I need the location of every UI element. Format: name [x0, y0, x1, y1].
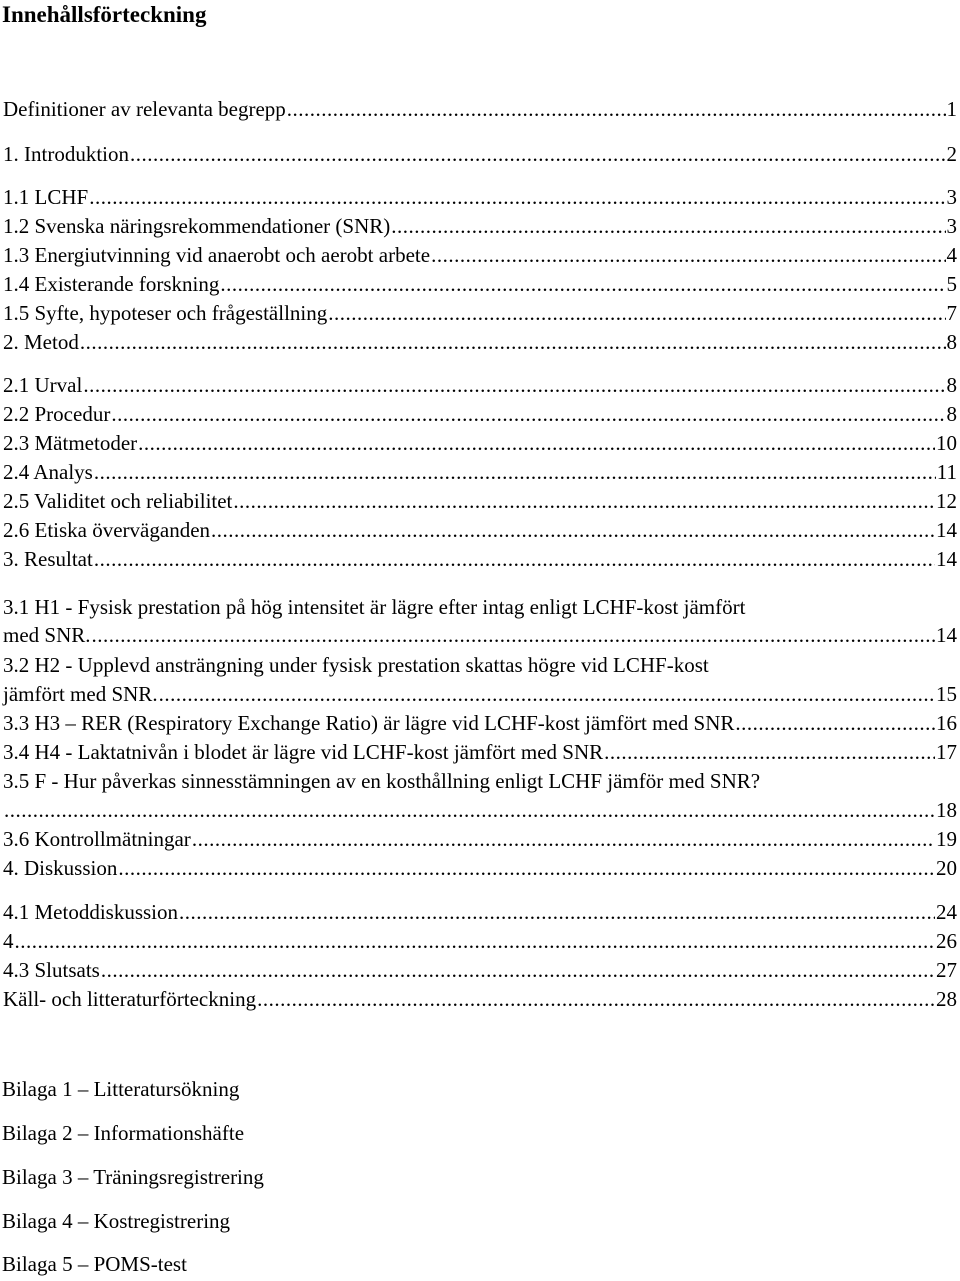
toc-leader-dots [159, 682, 935, 703]
toc-entry-label: 1.2 Svenska näringsrekommendationer (SNR) [3, 214, 391, 238]
toc-entry-page: 26 [936, 929, 957, 953]
toc-leader-dots [220, 272, 945, 293]
toc-entry-label: 3. Resultat [3, 547, 93, 571]
toc-entry-label: 1.3 Energiutvinning vid anaerobt och aerobt arbete [3, 243, 431, 267]
toc-entry-page: 17 [936, 740, 957, 764]
toc-entry-label: 2.4 Analys [3, 460, 93, 484]
toc-leader-dots [328, 301, 945, 322]
toc-entry-page: 14 [936, 547, 957, 571]
toc-leader-dots [735, 711, 935, 732]
toc-entry-label: med SNR. [3, 623, 91, 647]
appendix-item: Bilaga 1 – Litteratursökning [2, 1077, 240, 1101]
toc-entry[interactable] [3, 402, 957, 426]
toc-leader-dots [80, 330, 946, 351]
toc-entry-page: 18 [936, 798, 957, 822]
toc-entry-page: 19 [936, 827, 957, 851]
toc-leader-dots [257, 987, 935, 1008]
toc-entry-wrap-line: 3.2 H2 - Upplevd ansträngning under fysisk prestation skattas högre vid LCHF-kost [3, 653, 709, 677]
toc-leader-dots [111, 402, 945, 423]
toc-entry-page: 27 [936, 958, 957, 982]
toc-entry-page: 7 [946, 301, 957, 325]
toc-entry-page: 3 [946, 214, 957, 238]
toc-leader-dots [604, 740, 935, 761]
toc-leader-dots [130, 142, 946, 163]
toc-entry[interactable] [3, 711, 957, 735]
toc-entry-page: 14 [936, 623, 957, 647]
toc-leader-dots [89, 185, 945, 206]
toc-entry[interactable] [3, 623, 957, 647]
toc-entry[interactable] [3, 987, 957, 1011]
toc-entry-page: 8 [946, 330, 957, 354]
toc-entry-label: 2.3 Mätmetoder [3, 431, 138, 455]
toc-entry[interactable] [3, 958, 957, 982]
toc-entry-label: Definitioner av relevanta begrepp [3, 97, 286, 121]
appendix-item: Bilaga 2 – Informationshäfte [2, 1121, 245, 1145]
toc-entry-label: 3.6 Kontrollmätningar [3, 827, 191, 851]
toc-entry-label: 2.1 Urval [3, 373, 83, 397]
toc-entry-page: 15 [936, 682, 957, 706]
toc-entry-label: 1.1 LCHF [3, 185, 89, 209]
toc-leader-dots [287, 97, 946, 118]
toc-leader-dots [94, 460, 936, 481]
toc-entry[interactable] [3, 142, 957, 166]
toc-entry-page: 14 [936, 518, 957, 542]
toc-entry-label: 4.1 Metoddiskussion [3, 900, 179, 924]
toc-entry-page: 10 [936, 431, 957, 455]
toc-leader-dots [83, 373, 945, 394]
toc-leader-dots [391, 214, 945, 235]
toc-entry-label: 4. Diskussion [3, 856, 118, 880]
toc-leader-dots [15, 929, 936, 950]
toc-entry[interactable] [3, 856, 957, 880]
toc-entry-label: Käll- och litteraturförteckning [3, 987, 257, 1011]
toc-entry-label: 1. Introduktion [3, 142, 129, 166]
toc-entry-page: 8 [946, 373, 957, 397]
toc-entry[interactable] [3, 827, 957, 851]
toc-leader-dots [4, 798, 935, 819]
toc-entry-page: 24 [936, 900, 957, 924]
toc-entry-page: 28 [936, 987, 957, 1011]
toc-leader-dots [118, 856, 935, 877]
page-title: Innehållsförteckning [2, 2, 207, 27]
toc-entry[interactable] [3, 243, 957, 267]
toc-entry-page: 16 [936, 711, 957, 735]
toc-entry-page: 4 [946, 243, 957, 267]
toc-leader-dots [101, 958, 935, 979]
toc-entry-page: 8 [946, 402, 957, 426]
toc-leader-dots [211, 518, 935, 539]
toc-entry[interactable] [3, 900, 957, 924]
toc-entry[interactable] [3, 798, 957, 822]
toc-entry[interactable] [3, 431, 957, 455]
toc-entry-page: 20 [936, 856, 957, 880]
toc-entry[interactable] [3, 373, 957, 397]
toc-entry[interactable] [3, 185, 957, 209]
toc-entry[interactable] [3, 330, 957, 354]
toc-entry-page: 12 [936, 489, 957, 513]
toc-leader-dots [192, 827, 935, 848]
toc-entry-label: 1.5 Syfte, hypoteser och frågeställning [3, 301, 328, 325]
toc-entry-label: 1.4 Existerande forskning [3, 272, 220, 296]
appendix-item: Bilaga 4 – Kostregistrering [2, 1209, 231, 1233]
toc-entry-wrap-line: 3.5 F - Hur påverkas sinnesstämningen av en kosthållning enligt LCHF jämför med SNR? [3, 769, 761, 793]
toc-entry[interactable] [3, 301, 957, 325]
toc-entry-label: 2.6 Etiska överväganden [3, 518, 211, 542]
toc-entry-wrap-line: 3.1 H1 - Fysisk prestation på hög intensitet är lägre efter intag enligt LCHF-kost jämfört [3, 595, 746, 619]
toc-entry-label: 4 [3, 929, 14, 953]
toc-leader-dots [138, 431, 935, 452]
toc-leader-dots [94, 547, 935, 568]
toc-entry-page: 11 [936, 460, 957, 484]
appendix-item: Bilaga 3 – Träningsregistrering [2, 1165, 264, 1189]
toc-entry-label: 2.2 Procedur [3, 402, 111, 426]
toc-entry-page: 5 [946, 272, 957, 296]
toc-entry-label: 3.3 H3 – RER (Respiratory Exchange Ratio) är lägre vid LCHF-kost jämfört med SNR [3, 711, 735, 735]
toc-leader-dots [179, 900, 935, 921]
appendix-item: Bilaga 5 – POMS-test [2, 1252, 187, 1276]
toc-entry[interactable] [3, 547, 957, 571]
toc-entry[interactable] [3, 97, 957, 121]
toc-leader-dots [92, 623, 935, 644]
toc-entry-label: 4.3 Slutsats [3, 958, 100, 982]
toc-leader-dots [431, 243, 945, 264]
toc-entry-label: 2.5 Validitet och reliabilitet [3, 489, 233, 513]
toc-entry[interactable] [3, 272, 957, 296]
toc-entry[interactable] [3, 929, 957, 953]
toc-entry-page: 1 [946, 97, 957, 121]
toc-entry-label: 3.4 H4 - Laktatnivån i blodet är lägre vid LCHF-kost jämfört med SNR [3, 740, 604, 764]
toc-entry-page: 3 [946, 185, 957, 209]
toc-entry[interactable] [3, 740, 957, 764]
toc-leader-dots [233, 489, 935, 510]
toc-entry-label: jämfört med SNR. [3, 682, 158, 706]
toc-entry[interactable] [3, 214, 957, 238]
toc-entry[interactable] [3, 460, 957, 484]
toc-entry-page: 2 [946, 142, 957, 166]
toc-entry-label: 2. Metod [3, 330, 79, 354]
toc-entry[interactable] [3, 682, 957, 706]
toc-entry[interactable] [3, 489, 957, 513]
toc-entry[interactable] [3, 518, 957, 542]
